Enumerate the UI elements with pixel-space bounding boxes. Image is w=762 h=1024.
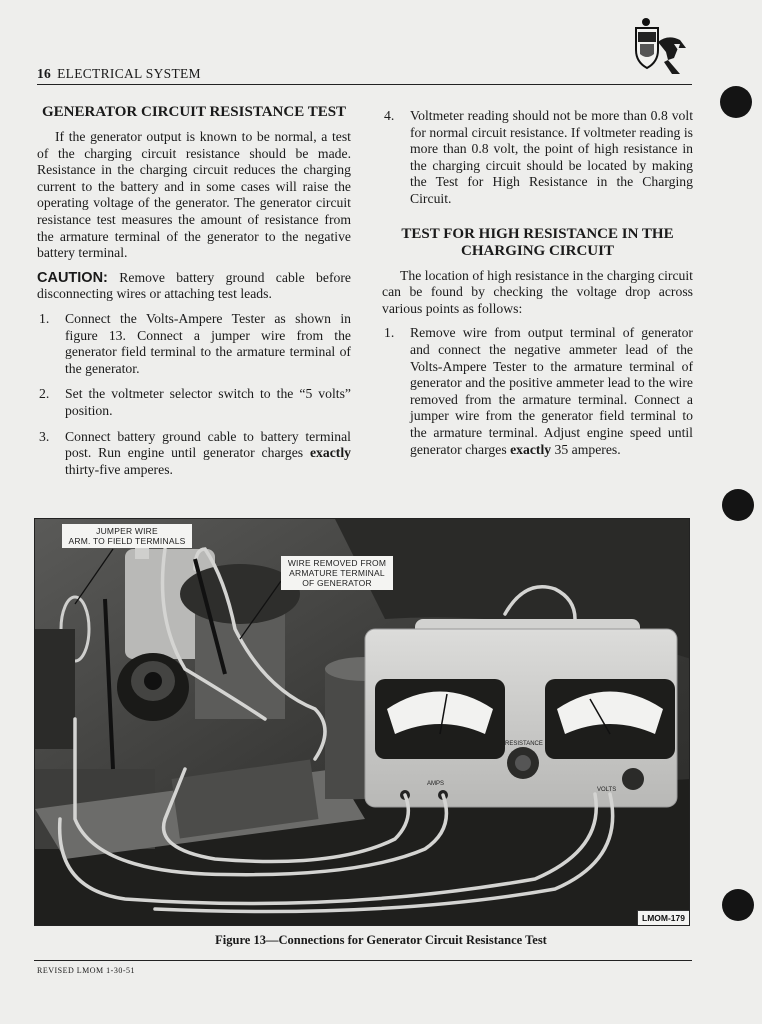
step-text-part: thirty-five amperes. bbox=[65, 461, 173, 477]
callout-wire-removed bbox=[281, 556, 393, 590]
callout-line: ARM. TO FIELD TERMINALS bbox=[68, 536, 186, 546]
step-text-part: Connect battery ground cable to battery terminal post. Run engine until generator charges bbox=[65, 428, 351, 461]
step-number: 3. bbox=[39, 428, 50, 444]
emphasis: exactly bbox=[510, 441, 552, 457]
right-column bbox=[382, 108, 693, 467]
knight-logo-icon bbox=[628, 14, 692, 76]
step-text bbox=[410, 325, 693, 458]
step-number: 2. bbox=[39, 386, 50, 402]
resistance-panel-label: RESISTANCE bbox=[505, 741, 543, 747]
step-text: Set the voltmeter selector switch to the “5 volts” position. bbox=[65, 386, 351, 418]
section-title: ELECTRICAL SYSTEM bbox=[57, 66, 201, 81]
step-item bbox=[37, 311, 351, 377]
step-number: 1. bbox=[39, 310, 50, 326]
caution-text: Remove battery ground cable before disconnecting wires or attaching test leads. bbox=[37, 269, 352, 302]
step-item bbox=[382, 325, 693, 458]
step-text-part: Remove wire from output terminal of generator and connect the negative ammeter lead of the Volts-Ampere Tester to the armature terminal of generator and the positive ammeter lead to the wire removed from the armature terminal. Connect a jumper wire from the generator field terminal to the armature terminal. Adjust engine speed until generator charges bbox=[410, 325, 693, 457]
volts-panel-label: VOLTS bbox=[597, 787, 617, 793]
callout-jumper-wire bbox=[62, 524, 192, 548]
section-heading-resistance-test: GENERATOR CIRCUIT RESISTANCE TEST bbox=[41, 104, 347, 120]
callout-line: OF GENERATOR bbox=[302, 578, 372, 588]
section-heading-high-resistance: TEST FOR HIGH RESISTANCE IN THE CHARGING CIRCUIT bbox=[401, 225, 674, 259]
page-number: 16 bbox=[37, 66, 52, 81]
step-item bbox=[37, 386, 351, 419]
high-resistance-intro: The location of high resistance in the charging circuit can be found by checking the voltage drop across various points as follows: bbox=[382, 267, 693, 316]
step-number: 1. bbox=[384, 325, 395, 341]
callout-line: WIRE REMOVED FROM bbox=[287, 558, 387, 568]
step-text-part: 35 amperes. bbox=[551, 441, 621, 457]
left-column bbox=[37, 104, 351, 487]
callout-line: JUMPER WIRE bbox=[96, 526, 158, 536]
amps-panel-label: AMPS bbox=[427, 781, 445, 787]
step-item bbox=[382, 108, 693, 208]
emphasis: exactly bbox=[309, 445, 351, 461]
figure-13-photo bbox=[34, 518, 690, 926]
binder-hole-bottom bbox=[722, 889, 754, 921]
binder-hole-middle bbox=[722, 489, 754, 521]
revision-note: REVISED LMOM 1-30-51 bbox=[37, 966, 135, 975]
caution-paragraph bbox=[37, 270, 351, 303]
step-text bbox=[65, 429, 351, 479]
caution-label: CAUTION: bbox=[37, 269, 108, 286]
header-rule bbox=[37, 84, 692, 85]
step-text: Connect the Volts-Ampere Tester as shown in figure 13. Connect a jumper wire from the generator field terminal to the armature terminal of the generator. bbox=[65, 310, 351, 376]
figure-caption: Figure 13—Connections for Generator Circuit Resistance Test bbox=[215, 933, 547, 947]
step-item bbox=[37, 429, 351, 479]
binder-hole-top bbox=[720, 86, 752, 118]
footer-rule bbox=[34, 960, 692, 961]
callout-line: ARMATURE TERMINAL bbox=[289, 568, 385, 578]
step-text: Voltmeter reading should not be more than 0.8 volt for normal circuit resistance. If voltmeter reading is more than 0.8 volt, the point of high resistance in the charging circuit should be located by making the Test for High Resistance in the Charging Circuit. bbox=[410, 108, 693, 206]
step-number: 4. bbox=[384, 108, 395, 123]
figure-code: LMOM-179 bbox=[637, 910, 689, 925]
intro-paragraph: If the generator output is known to be normal, a test of the charging circuit resistance should be made. Resistance in the charging circuit reduces the charging current to the battery and in some cases will raise the operating voltage of the generator. The generator circuit resistance test measures the amount of resistance from the armature terminal of the generator to the negative battery terminal. bbox=[37, 129, 351, 261]
page-header bbox=[37, 66, 201, 82]
